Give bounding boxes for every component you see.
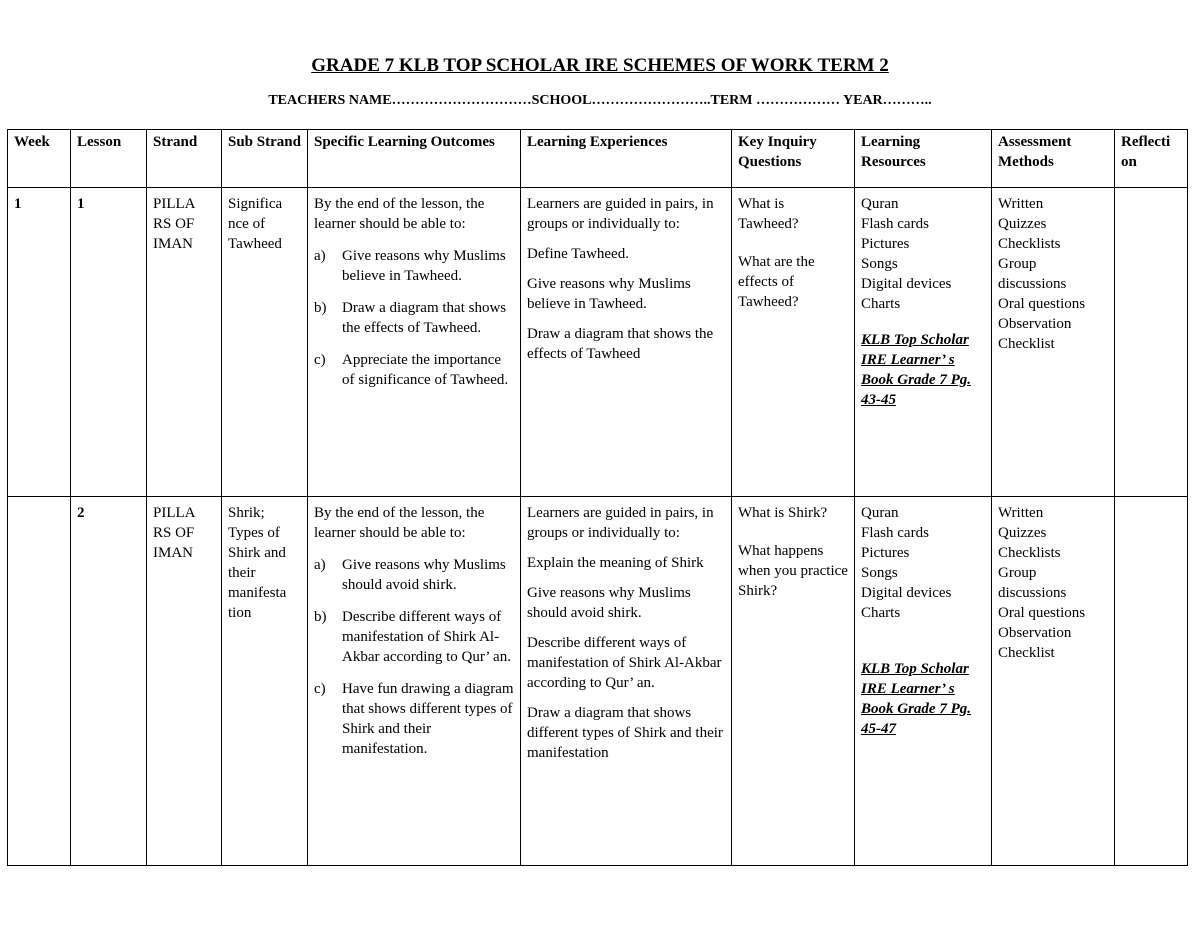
- header-sub-strand: Sub Strand: [222, 130, 308, 188]
- outcomes-list: [314, 555, 514, 759]
- outcome-marker: b): [314, 609, 327, 625]
- outcome-text: Give reasons why Muslims should avoid shirk.: [342, 557, 506, 593]
- cell-week: 1: [8, 188, 71, 497]
- resource-item: Digital devices: [861, 585, 952, 601]
- outcome-item: [314, 679, 514, 759]
- experience-item: Learners are guided in pairs, in groups or individually to:: [527, 196, 714, 232]
- cell-sub-strand: Shrik; Types of Shirk and their manifesta tion: [222, 497, 308, 866]
- experience-item: Learners are guided in pairs, in groups or individually to:: [527, 505, 714, 541]
- assessment-item: Observation: [998, 625, 1072, 641]
- header-reflection: Reflecti on: [1115, 130, 1188, 188]
- cell-questions: [732, 497, 855, 866]
- outcome-text: Describe different ways of manifestation of Shirk Al-Akbar according to Qur’ an.: [342, 609, 511, 665]
- document-title: GRADE 7 KLB TOP SCHOLAR IRE SCHEMES OF WORK TERM 2: [311, 55, 889, 76]
- resource-item: Flash cards: [861, 216, 929, 232]
- header-experiences: Learning Experiences: [521, 130, 732, 188]
- assessment-item: Checklist: [998, 336, 1055, 352]
- table-row: [8, 497, 1188, 866]
- cell-experiences: [521, 497, 732, 866]
- cell-sub-strand: Significa nce of Tawheed: [222, 188, 308, 497]
- resource-item: Charts: [861, 605, 901, 621]
- assessment-item: Oral questions: [998, 296, 1086, 312]
- assessment-item: Quizzes: [998, 216, 1047, 232]
- cell-week: [8, 497, 71, 866]
- question-item: What is Shirk?: [738, 505, 828, 521]
- assessment-item: Checklists: [998, 236, 1061, 252]
- outcome-item: [314, 607, 514, 667]
- header-strand: Strand: [147, 130, 222, 188]
- resource-item: Songs: [861, 565, 898, 581]
- outcomes-intro: By the end of the lesson, the learner should be able to:: [314, 196, 485, 232]
- cell-strand: PILLA RS OF IMAN: [147, 497, 222, 866]
- header-row: [8, 130, 1188, 188]
- outcome-text: Appreciate the importance of significance of Tawheed.: [342, 352, 509, 388]
- header-week: Week: [8, 130, 71, 188]
- cell-lesson: 2: [71, 497, 147, 866]
- cell-resources: [855, 188, 992, 497]
- outcome-item: [314, 555, 514, 595]
- outcome-marker: b): [314, 300, 327, 316]
- teacher-info-line: TEACHERS NAME…………………………SCHOOL……………………..TERM ……………… YEAR………..: [268, 93, 932, 108]
- question-item: What are the effects of Tawheed?: [738, 254, 815, 310]
- assessment-item: Checklist: [998, 645, 1055, 661]
- outcome-marker: c): [314, 352, 326, 368]
- cell-questions: [732, 188, 855, 497]
- resource-item: Digital devices: [861, 276, 952, 292]
- assessment-item: Group discussions: [998, 256, 1067, 292]
- experience-item: Define Tawheed.: [527, 246, 629, 262]
- cell-reflection: [1115, 188, 1188, 497]
- outcome-marker: a): [314, 248, 326, 264]
- schemes-of-work-table: [7, 129, 1188, 866]
- experience-item: Give reasons why Muslims believe in Tawheed.: [527, 276, 691, 312]
- resource-item: Charts: [861, 296, 901, 312]
- outcome-marker: a): [314, 557, 326, 573]
- outcome-marker: c): [314, 681, 326, 697]
- outcomes-intro: By the end of the lesson, the learner should be able to:: [314, 505, 485, 541]
- assessment-item: Oral questions: [998, 605, 1086, 621]
- header-resources: Learning Resources: [855, 130, 992, 188]
- cell-experiences: [521, 188, 732, 497]
- cell-assessment: [992, 497, 1115, 866]
- header-lesson: Lesson: [71, 130, 147, 188]
- experience-item: Draw a diagram that shows different types of Shirk and their manifestation: [527, 705, 723, 761]
- header-assessment: Assessment Methods: [992, 130, 1115, 188]
- experience-item: Describe different ways of manifestation of Shirk Al-Akbar according to Qur’ an.: [527, 635, 722, 691]
- resource-item: Pictures: [861, 545, 910, 561]
- header-questions: Key Inquiry Questions: [732, 130, 855, 188]
- resource-item: Quran: [861, 505, 899, 521]
- cell-outcomes: [308, 188, 521, 497]
- experience-item: Draw a diagram that shows the effects of Tawheed: [527, 326, 714, 362]
- outcome-item: [314, 350, 514, 390]
- textbook-reference: KLB Top Scholar IRE Learner’ s Book Grade 7 Pg. 45-47: [861, 661, 971, 737]
- assessment-item: Written: [998, 505, 1044, 521]
- outcome-text: Have fun drawing a diagram that shows different types of Shirk and their manifestation.: [342, 681, 514, 757]
- resource-item: Songs: [861, 256, 898, 272]
- cell-outcomes: [308, 497, 521, 866]
- outcome-item: [314, 246, 514, 286]
- resource-item: Quran: [861, 196, 899, 212]
- cell-assessment: [992, 188, 1115, 497]
- cell-strand: PILLA RS OF IMAN: [147, 188, 222, 497]
- assessment-item: Quizzes: [998, 525, 1047, 541]
- assessment-item: Checklists: [998, 545, 1061, 561]
- assessment-item: Observation: [998, 316, 1072, 332]
- assessment-item: Group discussions: [998, 565, 1067, 601]
- cell-lesson: 1: [71, 188, 147, 497]
- outcome-text: Draw a diagram that shows the effects of Tawheed.: [342, 300, 507, 336]
- header-outcomes: Specific Learning Outcomes: [308, 130, 521, 188]
- table-row: [8, 188, 1188, 497]
- experience-item: Explain the meaning of Shirk: [527, 555, 704, 571]
- question-item: What happens when you practice Shirk?: [738, 543, 848, 599]
- cell-resources: [855, 497, 992, 866]
- assessment-item: Written: [998, 196, 1044, 212]
- question-item: What is Tawheed?: [738, 196, 799, 232]
- resource-item: Pictures: [861, 236, 910, 252]
- experience-item: Give reasons why Muslims should avoid shirk.: [527, 585, 691, 621]
- outcome-item: [314, 298, 514, 338]
- outcome-text: Give reasons why Muslims believe in Tawheed.: [342, 248, 506, 284]
- resource-item: Flash cards: [861, 525, 929, 541]
- cell-reflection: [1115, 497, 1188, 866]
- textbook-reference: KLB Top Scholar IRE Learner’ s Book Grade 7 Pg. 43-45: [861, 332, 971, 408]
- outcomes-list: [314, 246, 514, 390]
